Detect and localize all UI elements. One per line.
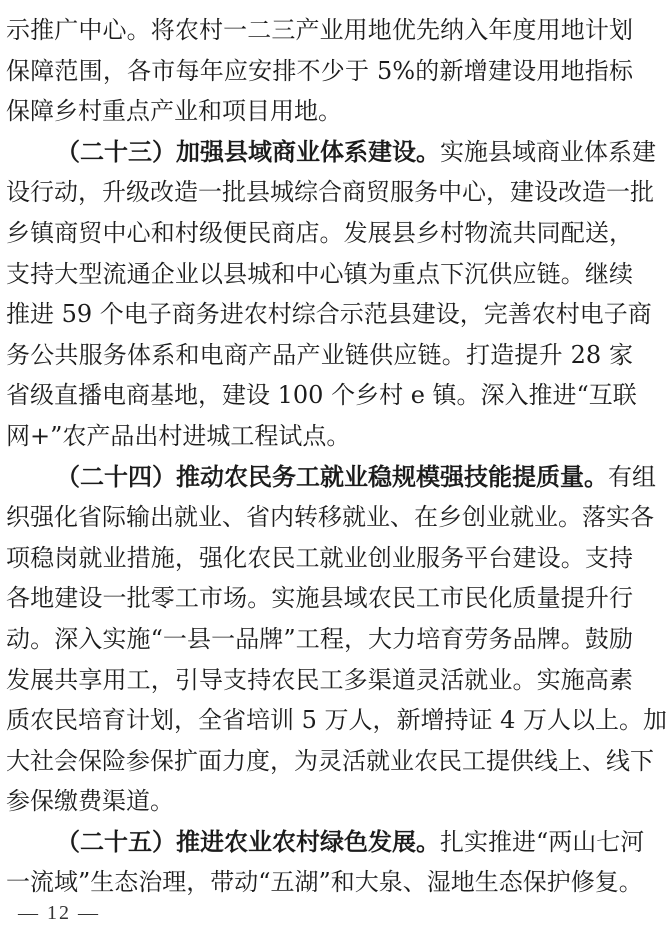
text-line <box>6 538 633 579</box>
section-heading: （二十五）推进农业农村绿色发展。 <box>56 826 440 856</box>
text-line <box>6 416 633 457</box>
text-line <box>6 172 654 213</box>
text-line <box>6 335 633 376</box>
text-line <box>6 781 633 822</box>
text-line <box>6 10 633 51</box>
page-number: — 12 — <box>18 902 100 924</box>
text-line <box>6 254 633 295</box>
text-line <box>6 497 654 538</box>
section-heading: （二十三）加强县域商业体系建设。 <box>56 136 440 166</box>
line-text: 网+”农产品出村进城工程试点。 <box>6 421 351 450</box>
line-text: 务公共服务体系和电商产品产业链供应链。打造提升 28 家 <box>6 340 633 369</box>
line-text: 设行动，升级改造一批县城综合商贸服务中心，建设改造一批 <box>6 178 654 207</box>
text-line <box>6 375 637 416</box>
text-line <box>6 700 667 741</box>
section-heading-line <box>6 457 656 498</box>
line-text: 参保缴费渠道。 <box>6 787 174 816</box>
line-text: 保障乡村重点产业和项目用地。 <box>6 97 342 126</box>
line-text: 项稳岗就业措施，强化农民工就业创业服务平台建设。支持 <box>6 543 633 572</box>
text-line <box>6 578 633 619</box>
line-text: 保障范围，各市每年应安排不少于 5%的新增建设用地指标 <box>6 56 633 85</box>
text-line <box>6 619 633 660</box>
line-text: 推进 59 个电子商务进农村综合示范县建设，完善农村电子商 <box>6 300 652 329</box>
section-heading-line <box>6 822 645 863</box>
line-text: 质农民培育计划，全省培训 5 万人，新增持证 4 万人以上。加 <box>6 706 667 735</box>
line-text: 动。深入实施“一县一品牌”工程，大力培育劳务品牌。鼓励 <box>6 624 633 653</box>
line-text: 实施县域商业体系建 <box>440 137 656 166</box>
text-line <box>6 660 633 701</box>
section-heading: （二十四）推动农民务工就业稳规模强技能提质量。 <box>56 461 608 491</box>
line-text: 乡镇商贸中心和村级便民商店。发展县乡村物流共同配送， <box>6 218 633 247</box>
section-heading-line <box>6 132 656 173</box>
line-text: 各地建设一批零工市场。实施县域农民工市民化质量提升行 <box>6 584 633 613</box>
line-text: 省级直播电商基地，建设 100 个乡村 e 镇。深入推进“互联 <box>6 381 637 410</box>
text-line <box>6 741 654 782</box>
line-text: 扎实推进“两山七河 <box>440 827 645 856</box>
line-text: 示推广中心。将农村一二三产业用地优先纳入年度用地计划 <box>6 16 633 44</box>
text-line <box>6 862 643 903</box>
text-line <box>6 213 633 254</box>
line-text: 织强化省际输出就业、省内转移就业、在乡创业就业。落实各 <box>6 503 654 532</box>
line-text: 发展共享用工，引导支持农民工多渠道灵活就业。实施高素 <box>6 665 633 694</box>
text-line <box>6 294 652 335</box>
line-text: 一流域”生态治理，带动“五湖”和大泉、湿地生态保护修复。 <box>6 868 643 897</box>
document-body <box>6 10 667 903</box>
text-line <box>6 51 633 92</box>
line-text: 支持大型流通企业以县城和中心镇为重点下沉供应链。继续 <box>6 259 633 288</box>
text-line <box>6 91 633 132</box>
line-text: 有组 <box>608 462 656 491</box>
line-text: 大社会保险参保扩面力度，为灵活就业农民工提供线上、线下 <box>6 746 654 775</box>
